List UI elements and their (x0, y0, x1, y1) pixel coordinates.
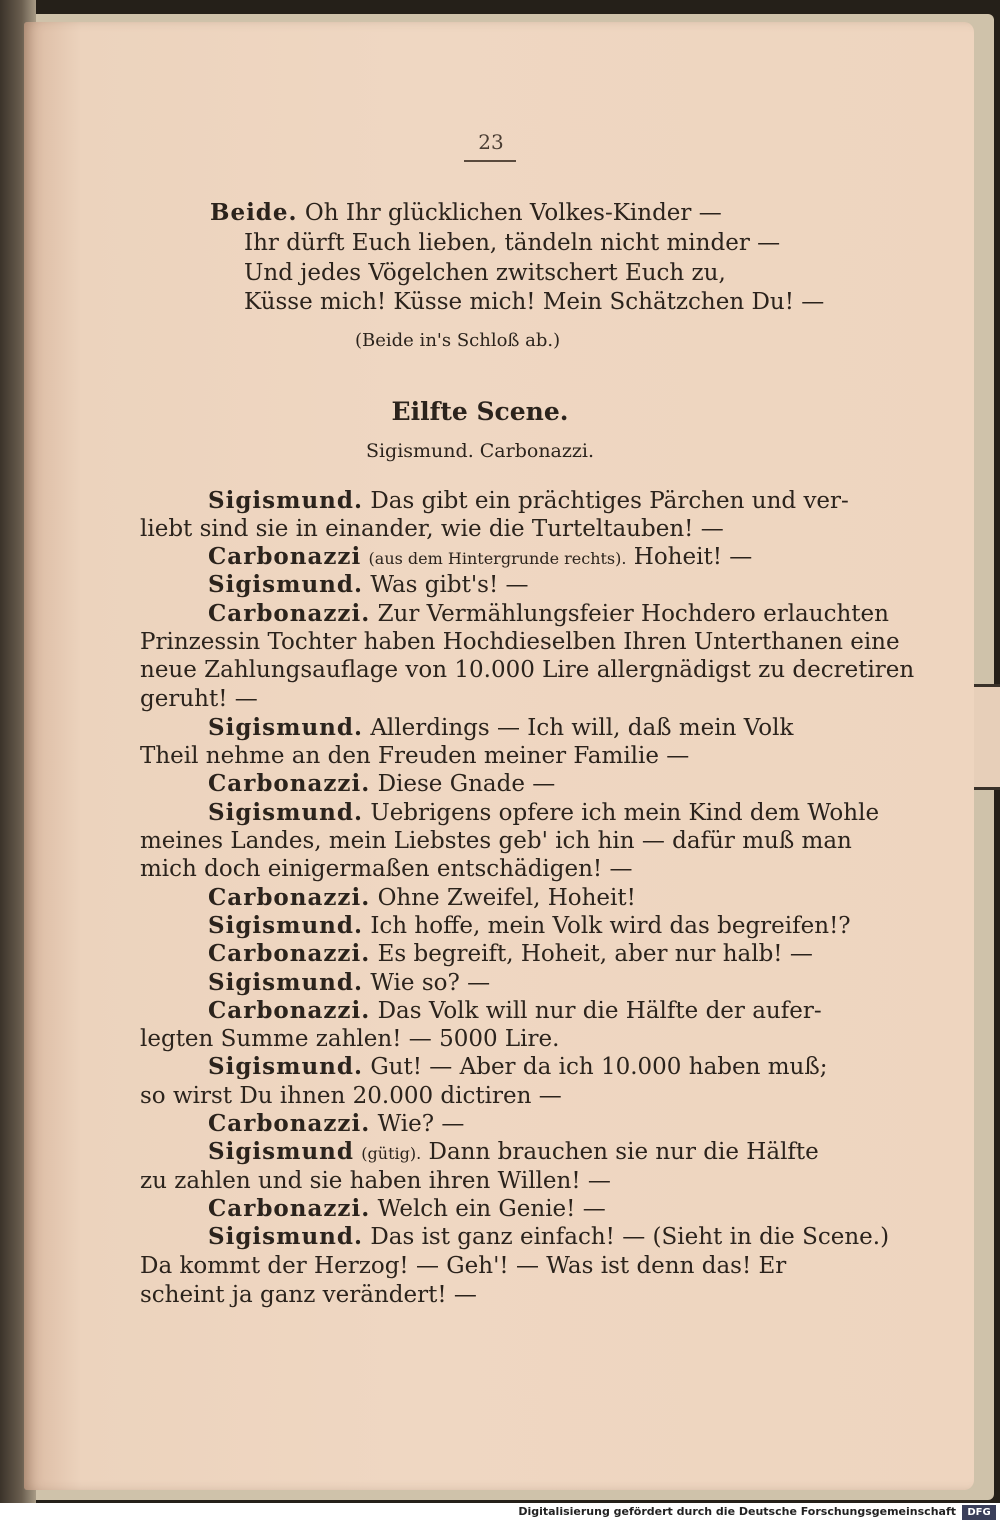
dialogue-line (140, 826, 852, 856)
scene-title: Eilfte Scene. (391, 397, 569, 426)
speaker-name: Carbonazzi (208, 543, 362, 570)
dialogue-line (140, 1024, 559, 1054)
dialogue-text: Zur Vermählungsfeier Hochdero erlauchten (377, 601, 889, 627)
dialogue-line (140, 1081, 562, 1111)
speaker-name: Carbonazzi. (208, 940, 371, 967)
dialogue-line (208, 1052, 827, 1082)
speaker-name: Sigismund. (208, 969, 363, 996)
dialogue-text: Prinzessin Tochter haben Hochdieselben Ihren Unterthanen eine (140, 629, 900, 655)
dialogue-line (140, 1251, 786, 1281)
scene-persons: Sigismund. Carbonazzi. (365, 440, 595, 462)
dialogue-text: Uebrigens opfere ich mein Kind dem Wohle (370, 800, 880, 826)
verse-line-2: Ihr dürft Euch lieben, tändeln nicht minder — (244, 230, 781, 256)
dialogue-text: Ohne Zweifel, Hoheit! (377, 885, 636, 911)
stage-direction: (aus dem Hintergrunde rechts). (368, 549, 627, 568)
dialogue-text: Das ist ganz einfach! — (Sieht in die Scene.) (370, 1224, 890, 1250)
digitization-footer (0, 1503, 1000, 1524)
dialogue-line (208, 996, 822, 1026)
speaker-name: Sigismund. (208, 571, 363, 598)
dialogue-line (140, 684, 258, 714)
verse-speaker: Beide. (210, 199, 298, 226)
dialogue-line (208, 1109, 464, 1139)
dialogue-line (208, 713, 793, 743)
dialogue-line (208, 1222, 889, 1252)
dialogue-line (140, 627, 900, 657)
dialogue-text: liebt sind sie in einander, wie die Turteltauben! — (140, 516, 724, 542)
dialogue-text: Allerdings — Ich will, daß mein Volk (370, 715, 794, 741)
speaker-name: Sigismund. (208, 487, 363, 514)
verse-stage-direction: (Beide in's Schloß ab.) (355, 330, 561, 351)
dialogue-line (208, 1194, 606, 1224)
speaker-name: Carbonazzi. (208, 600, 371, 627)
dfg-logo: DFG (962, 1505, 996, 1520)
dialogue-text: Theil nehme an den Freuden meiner Familie — (140, 743, 690, 769)
speaker-name: Sigismund. (208, 912, 363, 939)
verse-line-4: Küsse mich! Küsse mich! Mein Schätzchen Du! — (244, 289, 825, 315)
dialogue-text: so wirst Du ihnen 20.000 dictiren — (140, 1083, 562, 1109)
dialogue-line (140, 655, 914, 685)
dialogue-line (140, 741, 689, 771)
dialogue-line (208, 939, 813, 969)
dialogue-text: mich doch einigermaßen entschädigen! — (140, 856, 633, 882)
dialogue-text: meines Landes, mein Liebstes geb' ich hin — dafür muß man (140, 828, 852, 854)
dialogue-text: Hoheit! — (633, 544, 753, 570)
footer-credit: Digitalisierung gefördert durch die Deutsche Forschungsgemeinschaft (518, 1505, 956, 1518)
speaker-name: Sigismund (208, 1138, 354, 1165)
dialogue-text: geruht! — (140, 686, 258, 712)
dialogue-text: zu zahlen und sie haben ihren Willen! — (140, 1168, 611, 1194)
dialogue-text: Da kommt der Herzog! — Geh'! — Was ist denn das! Er (140, 1253, 787, 1279)
dialogue-line (208, 1137, 819, 1169)
dialogue-line (140, 854, 633, 884)
dialogue-line (140, 514, 724, 544)
dialogue-line (208, 769, 555, 799)
verse-line-3: Und jedes Vögelchen zwitschert Euch zu, (244, 260, 726, 286)
speaker-name: Carbonazzi. (208, 884, 371, 911)
dialogue-text: Welch ein Genie! — (377, 1196, 606, 1222)
dialogue-text: legten Summe zahlen! — 5000 Lire. (140, 1026, 560, 1052)
dialogue-text: Ich hoffe, mein Volk wird das begreifen!? (370, 913, 851, 939)
page-number: 23 (478, 130, 504, 154)
dialogue-text: Was gibt's! — (370, 572, 529, 598)
dialogue-line (208, 968, 490, 998)
speaker-name: Carbonazzi. (208, 770, 371, 797)
dialogue-text: Wie? — (377, 1111, 465, 1137)
dialogue-line (208, 486, 849, 516)
speaker-name: Carbonazzi. (208, 1110, 371, 1137)
dialogue-text: Wie so? — (370, 970, 491, 996)
dialogue-text: Gut! — Aber da ich 10.000 haben muß; (370, 1054, 828, 1080)
speaker-name: Sigismund. (208, 1053, 363, 1080)
dialogue-text: Es begreift, Hoheit, aber nur halb! — (377, 941, 813, 967)
dialogue-line (208, 883, 636, 913)
dialogue-line (208, 570, 529, 600)
speaker-name: Carbonazzi. (208, 997, 371, 1024)
verse-line-1 (210, 198, 722, 228)
speaker-name: Sigismund. (208, 1223, 363, 1250)
dialogue-text: Das gibt ein prächtiges Pärchen und ver- (370, 488, 849, 514)
dialogue-line (140, 1280, 477, 1310)
dialogue-line (208, 798, 879, 828)
dialogue-text: Dann brauchen sie nur die Hälfte (428, 1139, 819, 1165)
dialogue-text: neue Zahlungsauflage von 10.000 Lire allergnädigst zu decretiren (140, 657, 915, 683)
page-number-rule (464, 160, 516, 162)
stage-direction: (gütig). (361, 1144, 422, 1163)
dialogue-text: Das Volk will nur die Hälfte der aufer- (377, 998, 822, 1024)
dialogue-line (208, 599, 889, 629)
speaker-name: Carbonazzi. (208, 1195, 371, 1222)
dialogue-text: scheint ja ganz verändert! — (140, 1282, 477, 1308)
dialogue-line (208, 911, 851, 941)
dialogue-text: Diese Gnade — (377, 771, 556, 797)
speaker-name: Sigismund. (208, 799, 363, 826)
speaker-name: Sigismund. (208, 714, 363, 741)
dialogue-line (140, 1166, 611, 1196)
verse-text-1: Oh Ihr glücklichen Volkes-Kinder — (304, 200, 722, 226)
